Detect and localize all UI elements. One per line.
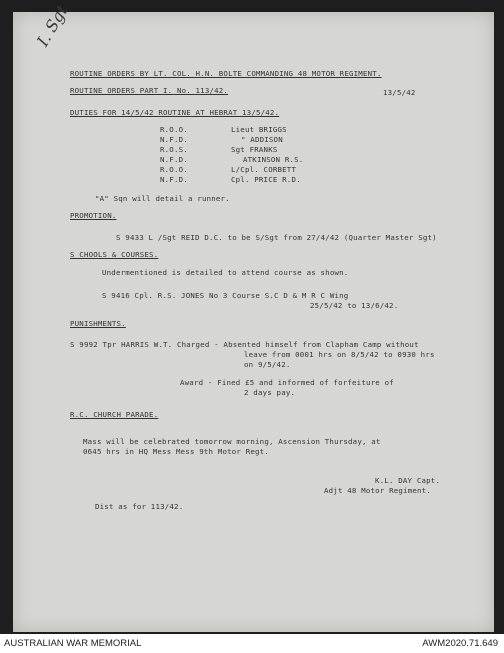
duty-name: Cpl. PRICE R.D. [231, 175, 301, 184]
punishment-award: Award - Fined £5 and informed of forfeiture of [180, 378, 394, 387]
schools-text: Undermentioned is detailed to attend course as shown. [102, 268, 349, 277]
order-header: ROUTINE ORDERS BY LT. COL. H.N. BOLTE COMMANDING 48 MOTOR REGIMENT. [70, 69, 382, 78]
duty-role: R.O.O. [160, 125, 188, 134]
duties-heading: DUTIES FOR 14/5/42 ROUTINE AT HEBRAT 13/5/42. [70, 108, 280, 117]
punishments-heading: PUNISHMENTS. [70, 319, 126, 328]
signature-title: Adjt 48 Motor Regiment. [324, 486, 431, 495]
duty-role: N.F.D. [160, 175, 188, 184]
punishment-charge: S 9992 Tpr HARRIS W.T. Charged - Absented himself from Clapham Camp without [70, 340, 419, 349]
schools-heading: S CHOOLS & COURSES. [70, 250, 159, 259]
duty-role: N.F.D. [160, 155, 188, 164]
duty-name: " ADDISON [241, 135, 283, 144]
document-page [13, 1, 494, 632]
church-text: Mass will be celebrated tomorrow morning, Ascension Thursday, at [83, 437, 381, 446]
archive-reference: AWM2020.71.649 [422, 638, 498, 649]
promotion-text: S 9433 L /Sgt REID D.C. to be S/Sgt from 27/4/42 (Quarter Master Sgt) [116, 233, 437, 242]
punishment-award-cont: 2 days pay. [244, 388, 296, 397]
church-text: 0645 hrs in HQ Mess Mess 9th Motor Regt. [83, 447, 269, 456]
handwritten-annotation: I. Sgt [33, 1, 72, 50]
church-heading: R.C. CHURCH PARADE. [70, 410, 159, 419]
duty-role: N.F.D. [160, 135, 188, 144]
archive-name: AUSTRALIAN WAR MEMORIAL [4, 638, 142, 649]
promotion-heading: PROMOTION. [70, 211, 117, 220]
course-dates: 25/5/42 to 13/6/42. [310, 301, 399, 310]
duty-name: Sgt FRANKS [231, 145, 278, 154]
signature-name: K.L. DAY Capt. [375, 476, 441, 485]
punishment-charge-cont: leave from 0001 hrs on 8/5/42 to 0930 hrs [244, 350, 435, 359]
order-date: 13/5/42 [383, 88, 416, 97]
distribution-line: Dist as for 113/42. [95, 502, 184, 511]
duty-name: ATKINSON R.S. [243, 155, 304, 164]
part-number: ROUTINE ORDERS PART I. No. 113/42. [70, 86, 229, 95]
runner-instruction: "A" Sqn will detail a runner. [95, 194, 230, 203]
duty-role: R.O.O. [160, 165, 188, 174]
caption-bar [0, 634, 504, 653]
duty-name: L/Cpl. CORBETT [231, 165, 297, 174]
duty-name: Lieut BRIGGS [231, 125, 287, 134]
course-text: S 9416 Cpl. R.S. JONES No 3 Course S.C D & M R C Wing [102, 291, 349, 300]
duty-role: R.O.S. [160, 145, 188, 154]
punishment-charge-cont: on 9/5/42. [244, 360, 291, 369]
